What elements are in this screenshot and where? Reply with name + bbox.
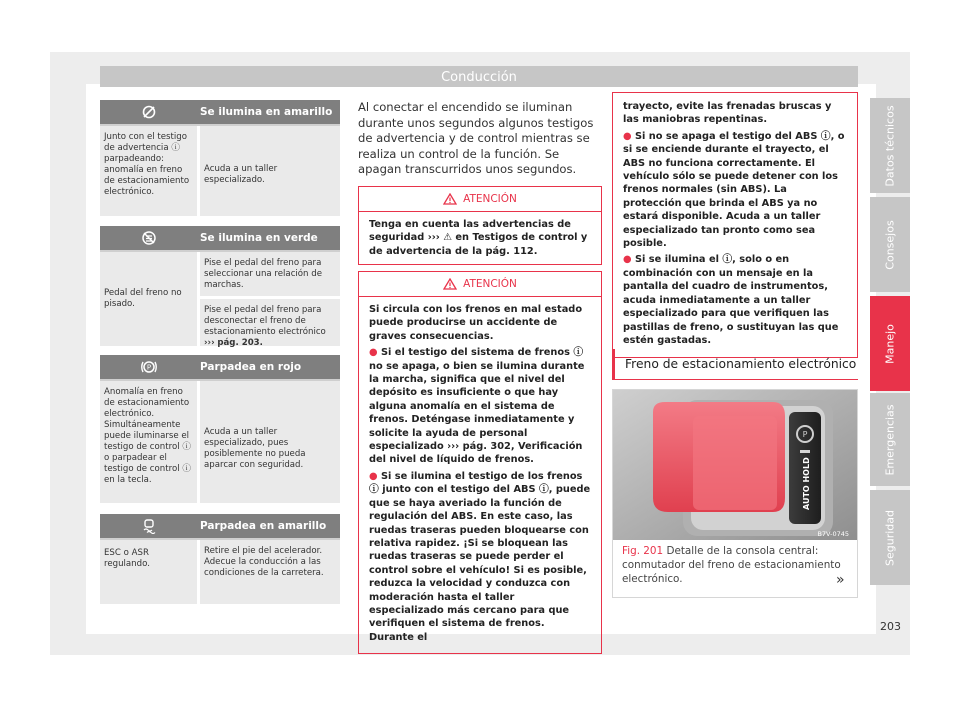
warning-bullet — [623, 130, 847, 251]
warning-label: ATENCIÓN — [463, 278, 517, 290]
brake-warning-slashed-icon — [100, 100, 197, 124]
auto-hold-label: AUTO HOLD — [802, 457, 811, 510]
table-header — [100, 100, 340, 124]
tab-manejo[interactable] — [870, 296, 910, 391]
table-header-title: Se ilumina en verde — [200, 232, 318, 244]
warning-box-2 — [358, 271, 602, 654]
table-amber-lamp — [100, 100, 340, 216]
figure-caption-text: Detalle de la consola central: conmutador del freno de estacionamiento electrónico. — [622, 545, 841, 585]
table-solution: Acuda a un taller especializado. — [204, 164, 278, 185]
table-body — [100, 538, 340, 604]
esc-skid-icon — [100, 514, 197, 538]
table-body — [100, 379, 340, 503]
tab-label: Consejos — [883, 219, 897, 270]
warning-box-1 — [358, 186, 602, 265]
warning-bullet — [369, 346, 591, 467]
warning-box-2-continued — [612, 92, 858, 358]
tab-seguridad[interactable] — [870, 490, 910, 585]
parking-brake-icon — [100, 355, 197, 379]
svg-text:P: P — [802, 430, 808, 439]
warning-intro: trayecto, evite las frenadas bruscas y las maniobras repentinas. — [623, 101, 832, 126]
table-red-lamp — [100, 355, 340, 503]
table-condition: Anomalía en freno de estacionamiento electrónico. Simultáneamente puede iluminarse el testigo de control ⓘ o parpadear el testigo de control ⓘ en la tecla. — [104, 387, 191, 485]
warning-body — [359, 297, 601, 653]
table-body — [100, 250, 340, 346]
table-header — [100, 355, 340, 379]
table-amber-blink — [100, 514, 340, 604]
continue-arrow: » — [836, 572, 845, 588]
figure-code: B7V-0745 — [817, 530, 849, 538]
page-number: 203 — [880, 620, 901, 633]
table-solution: Pise el pedal del freno para seleccionar una relación de marchas. — [204, 258, 322, 290]
figure-label: Fig. 201 — [622, 545, 664, 557]
table-solution: Retire el pie del acelerador. Adecue la conducción a las condiciones de la carretera. — [204, 546, 324, 578]
chapter-header — [100, 66, 858, 87]
figure-caption — [622, 544, 847, 586]
section-title: Freno de estacionamiento electrónico — [612, 349, 858, 379]
warning-label: ATENCIÓN — [463, 193, 517, 205]
table-condition: Pedal del freno no pisado. — [104, 288, 182, 309]
table-header-title: Se ilumina en amarillo — [200, 106, 333, 118]
tab-label: Manejo — [883, 323, 897, 364]
svg-text:P: P — [146, 363, 151, 372]
tab-label: Datos técnicos — [883, 104, 897, 187]
tab-emergencias[interactable] — [870, 393, 910, 486]
section-rule — [612, 379, 858, 380]
solution-text: Pise el pedal del freno para desconectar el freno de estacionamiento electrónico — [204, 305, 326, 337]
table-green-lamp — [100, 226, 340, 346]
table-solution — [200, 299, 340, 355]
table-condition: Junto con el testigo de advertencia ⓘ parpadeando: anomalía en freno de estacionamiento electrónico. — [104, 132, 190, 197]
page-ref-arrow: ››› — [204, 338, 215, 348]
warning-triangle-icon — [443, 278, 457, 290]
intro-paragraph: Al conectar el encendido se iluminan durante unos segundos algunos testigos de advertencia y de control mientras se realiza un control de la función. Se apagan transcurridos unos segundos. — [358, 100, 594, 176]
table-condition: ESC o ASR regulando. — [104, 548, 150, 569]
table-header — [100, 226, 340, 250]
table-header — [100, 514, 340, 538]
foot-pedal-icon — [100, 226, 197, 250]
bullet-text: Si se ilumina el testigo de los frenos ⓘ junto con el testigo del ABS ⓘ, puede que se haya averiado la función de regulación del ABS. En este caso, las ruedas traseras pueden bloquearse con relativa rapidez. ¡Si se bloquean las ruedas traseras se puede perder el control sobre el vehículo! Si es posible, reduzca la velocidad y conduzca con moderación hasta el taller especializado más cercano para que verifiquen el sistema de frenos. Durante el — [369, 470, 591, 643]
bullet-icon: ● — [369, 470, 378, 482]
table-body — [100, 124, 340, 216]
warning-bullet — [623, 253, 847, 347]
page-ref-link[interactable]: pág. 203. — [217, 338, 263, 348]
tab-label: Emergencias — [883, 403, 897, 476]
bullet-text: Si se ilumina el ⓘ, solo o en combinación con un mensaje en la pantalla del cuadro de instrumentos, acuda inmediatamente a un taller especializado para que verifiquen las pastillas de freno, o sustituyan las que estén gastadas. — [623, 254, 839, 346]
warning-header — [359, 272, 601, 297]
bullet-text: Si el testigo del sistema de frenos ⓘ no se apaga, o bien se ilumina durante la marcha, significa que el nivel del depósito es insuficiente o que hay alguna anomalía en el sistema de frenos. Deténgase inmediatamente y solicite la ayuda de personal especializado ››› pág. 302, Verificación del nivel de líquido de frenos. — [369, 347, 585, 466]
warning-text: Tenga en cuenta las advertencias de seguridad ››› ⚠ en Testigos de control y de advertencia de la pág. 112. — [369, 219, 588, 257]
warning-header — [359, 187, 601, 212]
chapter-title: Conducción — [441, 70, 517, 85]
warning-intro: Si circula con los frenos en mal estado puede producirse un accidente de graves consecuencias. — [369, 304, 583, 342]
bullet-icon: ● — [623, 130, 632, 142]
bullet-icon: ● — [623, 254, 632, 266]
tab-label: Seguridad — [883, 509, 897, 566]
bullet-text: Si no se apaga el testigo del ABS ⓘ, o si se enciende durante el trayecto, el ABS no funciona correctamente. El vehículo sólo se puede detener con los frenos normales (sin ABS). La protección que brinda el ABS ya no estará disponible. Acuda a un taller especializado tan pronto como sea posible. — [623, 130, 845, 250]
table-solution: Acuda a un taller especializado, pues posiblemente no pueda aparcar con seguridad. — [204, 427, 306, 470]
console-photo — [613, 390, 857, 540]
tab-datos-tecnicos[interactable] — [870, 98, 910, 193]
bullet-icon: ● — [369, 347, 378, 359]
tab-consejos[interactable] — [870, 197, 910, 292]
warning-bullet — [369, 470, 591, 644]
table-header-title: Parpadea en amarillo — [200, 520, 327, 532]
table-header-title: Parpadea en rojo — [200, 361, 302, 373]
warning-body — [613, 93, 857, 357]
warning-triangle-icon — [443, 193, 457, 205]
